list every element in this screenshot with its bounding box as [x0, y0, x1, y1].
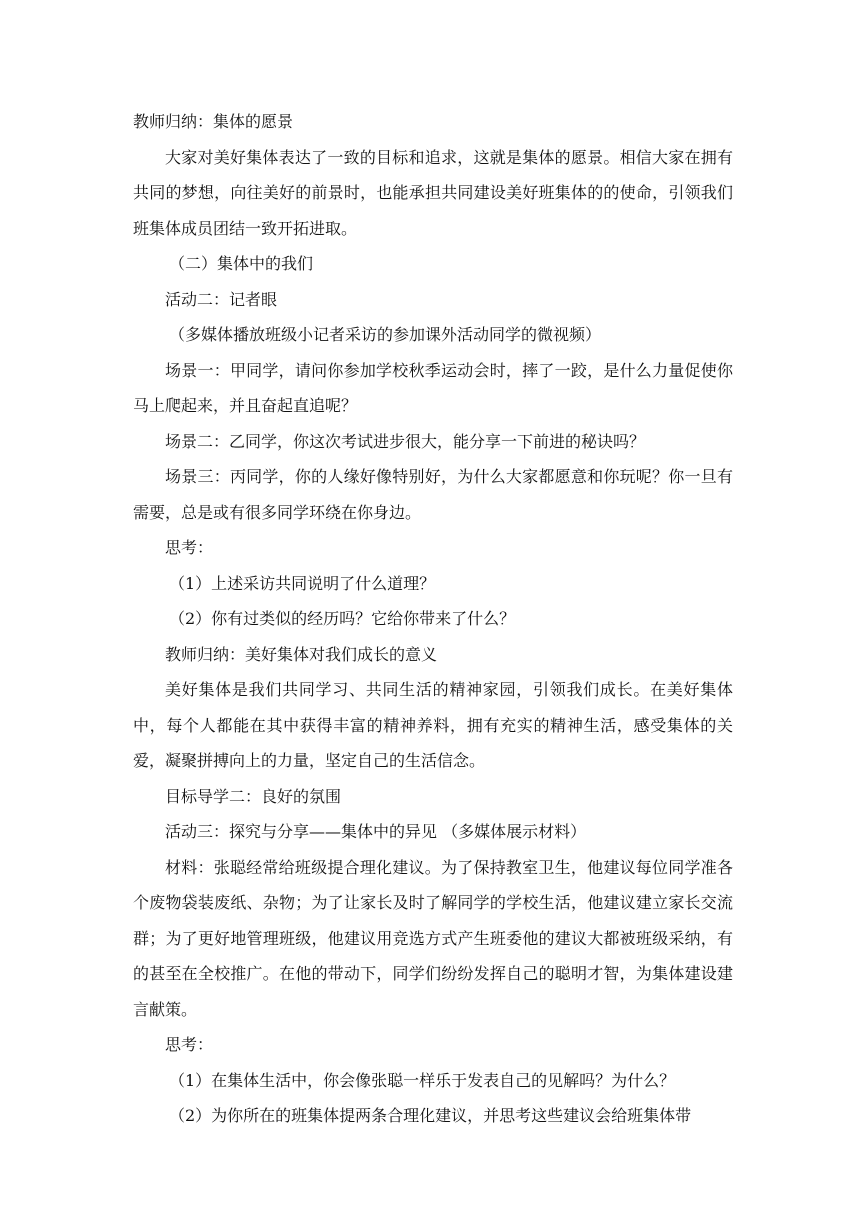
question-3: （1）在集体生活中，你会像张聪一样乐于发表自己的见解吗？为什么？	[169, 1070, 676, 1090]
material-paragraph: 材料：张聪经常给班级提合理化建议。为了保持教室卫生，他建议每位同学准各个废物袋装废纸、杂物；为了让家长及时了解同学的学校生活，他建议建立家长交流群；为了更好地管理班级，他建议用竞选方式产生班委他的建议大都被班级采纳，有的甚至在全校推广。在他的带动下，同学们纷纷发挥自己的聪明才智，为集体建设建言献策。	[133, 857, 733, 1019]
heading-teacher-summary-meaning: 教师归纳：美好集体对我们成长的意义	[165, 644, 438, 664]
activity-two-heading: 活动二：记者眼	[165, 289, 278, 309]
goal-two-heading: 目标导学二：良好的氛围	[165, 786, 342, 806]
question-4: （2）为你所在的班集体提两条合理化建议，并思考这些建议会给班集体带	[169, 1106, 692, 1125]
activity-three-heading: 活动三：探究与分享——集体中的异见 （多媒体展示材料）	[165, 822, 587, 841]
paragraph-meaning: 美好集体是我们共同学习、共同生活的精神家园，引领我们成长。在美好集体中，每个人都能在其中获得丰富的精神养料，拥有充实的精神生活，感受集体的关爱，凝聚拼搏向上的力量，坚定自己的生活信念。	[133, 680, 733, 770]
scene-three: 场景三：丙同学，你的人缘好像特别好，为什么大家都愿意和你玩呢？你一旦有需要，总是或有很多同学环绕在你身边。	[133, 467, 733, 522]
heading-teacher-summary-vision: 教师归纳：集体的愿景	[133, 112, 294, 131]
multimedia-note: （多媒体播放班级小记者采访的参加课外活动同学的微视频）	[169, 325, 602, 344]
think-label: 思考：	[165, 538, 214, 557]
think-label-2: 思考：	[165, 1035, 214, 1054]
question-1: （1）上述采访共同说明了什么道理？	[169, 573, 436, 593]
question-2: （2）你有过类似的经历吗？它给你带来了什么？	[169, 609, 516, 628]
section-heading-we-in-collective: （二）集体中的我们	[169, 254, 314, 273]
scene-one: 场景一：甲同学，请问你参加学校秋季运动会时，摔了一跤，是什么力量促使你马上爬起来，并且奋起直追呢？	[133, 360, 733, 415]
scene-two: 场景二：乙同学，你这次考试进步很大，能分享一下前进的秘诀吗？	[165, 431, 646, 451]
document-body	[133, 104, 733, 1134]
paragraph-vision: 大家对美好集体表达了一致的目标和追求，这就是集体的愿景。相信大家在拥有共同的梦想，向往美好的前景时，也能承担共同建设美好班集体的的使命，引领我们班集体成员团结一致开拓进取。	[133, 147, 733, 238]
